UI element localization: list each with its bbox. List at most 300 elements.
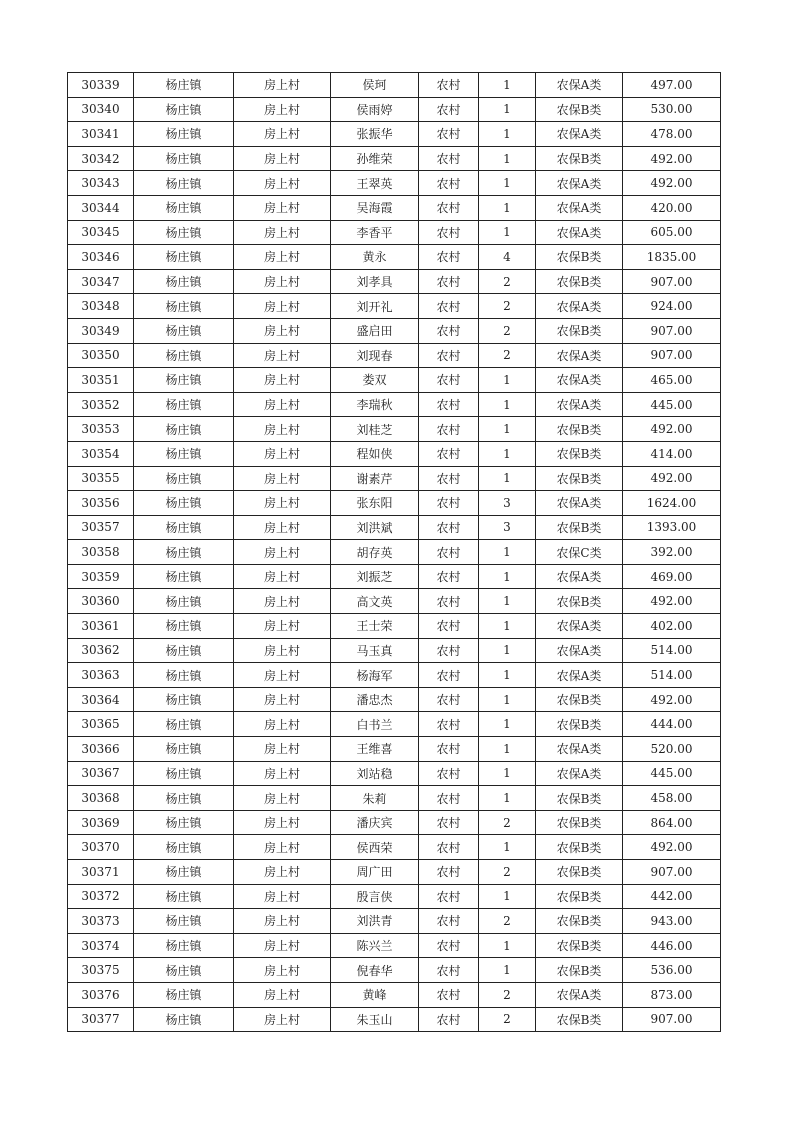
record-id-cell: 30375 [68,958,134,983]
category-cell: 农保B类 [536,933,623,958]
area-type-cell: 农村 [419,737,479,762]
category-cell: 农保C类 [536,540,623,565]
household-size-cell: 1 [479,663,536,688]
record-id-cell: 30367 [68,761,134,786]
amount-cell: 1624.00 [623,491,721,516]
village-cell: 房上村 [234,146,331,171]
town-cell: 杨庄镇 [134,909,234,934]
household-size-cell: 1 [479,97,536,122]
household-size-cell: 1 [479,73,536,98]
record-id-cell: 30357 [68,515,134,540]
amount-cell: 864.00 [623,810,721,835]
town-cell: 杨庄镇 [134,97,234,122]
name-cell: 潘庆宾 [331,810,419,835]
category-cell: 农保B类 [536,884,623,909]
name-cell: 盛启田 [331,318,419,343]
town-cell: 杨庄镇 [134,860,234,885]
name-cell: 刘站稳 [331,761,419,786]
household-size-cell: 1 [479,884,536,909]
town-cell: 杨庄镇 [134,958,234,983]
name-cell: 黄永 [331,245,419,270]
table-row [68,540,721,565]
area-type-cell: 农村 [419,761,479,786]
name-cell: 杨海军 [331,663,419,688]
table-row [68,195,721,220]
village-cell: 房上村 [234,441,331,466]
category-cell: 农保A类 [536,614,623,639]
category-cell: 农保B类 [536,245,623,270]
record-id-cell: 30358 [68,540,134,565]
town-cell: 杨庄镇 [134,220,234,245]
area-type-cell: 农村 [419,245,479,270]
village-cell: 房上村 [234,958,331,983]
table-row [68,97,721,122]
area-type-cell: 农村 [419,909,479,934]
record-id-cell: 30352 [68,392,134,417]
town-cell: 杨庄镇 [134,318,234,343]
name-cell: 陈兴兰 [331,933,419,958]
village-cell: 房上村 [234,909,331,934]
record-id-cell: 30351 [68,368,134,393]
name-cell: 白书兰 [331,712,419,737]
household-size-cell: 4 [479,245,536,270]
name-cell: 刘洪斌 [331,515,419,540]
table-row [68,294,721,319]
amount-cell: 492.00 [623,835,721,860]
household-size-cell: 1 [479,417,536,442]
amount-cell: 907.00 [623,860,721,885]
town-cell: 杨庄镇 [134,146,234,171]
table-row [68,220,721,245]
category-cell: 农保A类 [536,171,623,196]
household-size-cell: 3 [479,515,536,540]
name-cell: 倪春华 [331,958,419,983]
category-cell: 农保B类 [536,1007,623,1032]
category-cell: 农保B类 [536,515,623,540]
table-row [68,737,721,762]
village-cell: 房上村 [234,195,331,220]
table-row [68,614,721,639]
area-type-cell: 农村 [419,441,479,466]
village-cell: 房上村 [234,466,331,491]
household-size-cell: 1 [479,786,536,811]
amount-cell: 444.00 [623,712,721,737]
area-type-cell: 农村 [419,122,479,147]
table-row [68,1007,721,1032]
town-cell: 杨庄镇 [134,171,234,196]
name-cell: 周广田 [331,860,419,885]
area-type-cell: 农村 [419,835,479,860]
household-size-cell: 1 [479,712,536,737]
household-size-cell: 1 [479,171,536,196]
area-type-cell: 农村 [419,1007,479,1032]
record-id-cell: 30359 [68,564,134,589]
table-row [68,786,721,811]
area-type-cell: 农村 [419,614,479,639]
area-type-cell: 农村 [419,343,479,368]
record-id-cell: 30339 [68,73,134,98]
table-row [68,712,721,737]
village-cell: 房上村 [234,663,331,688]
record-id-cell: 30355 [68,466,134,491]
record-id-cell: 30360 [68,589,134,614]
town-cell: 杨庄镇 [134,491,234,516]
category-cell: 农保A类 [536,982,623,1007]
village-cell: 房上村 [234,712,331,737]
area-type-cell: 农村 [419,958,479,983]
amount-cell: 907.00 [623,343,721,368]
area-type-cell: 农村 [419,491,479,516]
amount-cell: 1393.00 [623,515,721,540]
category-cell: 农保A类 [536,368,623,393]
village-cell: 房上村 [234,245,331,270]
name-cell: 马玉真 [331,638,419,663]
table-row [68,835,721,860]
amount-cell: 492.00 [623,146,721,171]
area-type-cell: 农村 [419,810,479,835]
town-cell: 杨庄镇 [134,884,234,909]
name-cell: 刘振芝 [331,564,419,589]
record-id-cell: 30348 [68,294,134,319]
category-cell: 农保A类 [536,195,623,220]
category-cell: 农保A类 [536,638,623,663]
household-size-cell: 1 [479,466,536,491]
town-cell: 杨庄镇 [134,761,234,786]
amount-cell: 520.00 [623,737,721,762]
record-id-cell: 30347 [68,269,134,294]
record-id-cell: 30344 [68,195,134,220]
category-cell: 农保A类 [536,122,623,147]
category-cell: 农保A类 [536,220,623,245]
village-cell: 房上村 [234,614,331,639]
village-cell: 房上村 [234,318,331,343]
area-type-cell: 农村 [419,195,479,220]
amount-cell: 446.00 [623,933,721,958]
name-cell: 李瑞秋 [331,392,419,417]
category-cell: 农保B类 [536,786,623,811]
record-id-cell: 30366 [68,737,134,762]
area-type-cell: 农村 [419,269,479,294]
amount-cell: 943.00 [623,909,721,934]
household-size-cell: 1 [479,122,536,147]
village-cell: 房上村 [234,73,331,98]
amount-cell: 1835.00 [623,245,721,270]
village-cell: 房上村 [234,589,331,614]
village-cell: 房上村 [234,97,331,122]
record-id-cell: 30373 [68,909,134,934]
name-cell: 高文英 [331,589,419,614]
area-type-cell: 农村 [419,417,479,442]
town-cell: 杨庄镇 [134,614,234,639]
town-cell: 杨庄镇 [134,368,234,393]
area-type-cell: 农村 [419,392,479,417]
amount-cell: 442.00 [623,884,721,909]
village-cell: 房上村 [234,933,331,958]
name-cell: 娄双 [331,368,419,393]
record-id-cell: 30343 [68,171,134,196]
record-id-cell: 30341 [68,122,134,147]
table-row [68,589,721,614]
name-cell: 刘现春 [331,343,419,368]
household-size-cell: 2 [479,982,536,1007]
name-cell: 潘忠杰 [331,687,419,712]
household-size-cell: 1 [479,146,536,171]
name-cell: 孙维荣 [331,146,419,171]
town-cell: 杨庄镇 [134,122,234,147]
amount-cell: 605.00 [623,220,721,245]
area-type-cell: 农村 [419,860,479,885]
household-size-cell: 1 [479,835,536,860]
table-row [68,368,721,393]
village-cell: 房上村 [234,564,331,589]
town-cell: 杨庄镇 [134,1007,234,1032]
amount-cell: 492.00 [623,171,721,196]
category-cell: 农保B类 [536,712,623,737]
name-cell: 王维喜 [331,737,419,762]
village-cell: 房上村 [234,761,331,786]
amount-cell: 514.00 [623,663,721,688]
town-cell: 杨庄镇 [134,564,234,589]
amount-cell: 392.00 [623,540,721,565]
amount-cell: 530.00 [623,97,721,122]
household-size-cell: 2 [479,1007,536,1032]
record-id-cell: 30356 [68,491,134,516]
town-cell: 杨庄镇 [134,663,234,688]
town-cell: 杨庄镇 [134,269,234,294]
household-size-cell: 2 [479,343,536,368]
town-cell: 杨庄镇 [134,982,234,1007]
town-cell: 杨庄镇 [134,417,234,442]
household-size-cell: 1 [479,761,536,786]
name-cell: 王翠英 [331,171,419,196]
town-cell: 杨庄镇 [134,515,234,540]
category-cell: 农保B类 [536,589,623,614]
category-cell: 农保B类 [536,146,623,171]
table-row [68,909,721,934]
area-type-cell: 农村 [419,466,479,491]
household-size-cell: 1 [479,638,536,663]
table-row [68,687,721,712]
household-size-cell: 2 [479,294,536,319]
category-cell: 农保B类 [536,909,623,934]
amount-cell: 873.00 [623,982,721,1007]
category-cell: 农保A类 [536,343,623,368]
area-type-cell: 农村 [419,638,479,663]
name-cell: 刘洪青 [331,909,419,934]
table-row [68,343,721,368]
amount-cell: 458.00 [623,786,721,811]
record-id-cell: 30370 [68,835,134,860]
area-type-cell: 农村 [419,589,479,614]
name-cell: 朱莉 [331,786,419,811]
household-size-cell: 1 [479,933,536,958]
record-id-cell: 30365 [68,712,134,737]
record-id-cell: 30353 [68,417,134,442]
village-cell: 房上村 [234,343,331,368]
town-cell: 杨庄镇 [134,737,234,762]
name-cell: 殷言侠 [331,884,419,909]
name-cell: 李香平 [331,220,419,245]
category-cell: 农保B类 [536,687,623,712]
household-size-cell: 2 [479,810,536,835]
category-cell: 农保B类 [536,958,623,983]
area-type-cell: 农村 [419,146,479,171]
table-row [68,245,721,270]
amount-cell: 478.00 [623,122,721,147]
area-type-cell: 农村 [419,564,479,589]
household-size-cell: 1 [479,564,536,589]
village-cell: 房上村 [234,515,331,540]
amount-cell: 924.00 [623,294,721,319]
village-cell: 房上村 [234,860,331,885]
name-cell: 刘桂芝 [331,417,419,442]
amount-cell: 445.00 [623,761,721,786]
table-row [68,171,721,196]
name-cell: 张振华 [331,122,419,147]
household-size-cell: 2 [479,909,536,934]
record-id-cell: 30368 [68,786,134,811]
amount-cell: 907.00 [623,318,721,343]
category-cell: 农保B类 [536,810,623,835]
village-cell: 房上村 [234,269,331,294]
village-cell: 房上村 [234,171,331,196]
amount-cell: 445.00 [623,392,721,417]
record-id-cell: 30371 [68,860,134,885]
household-size-cell: 1 [479,368,536,393]
household-size-cell: 1 [479,220,536,245]
area-type-cell: 农村 [419,171,479,196]
category-cell: 农保B类 [536,860,623,885]
table-row [68,318,721,343]
town-cell: 杨庄镇 [134,540,234,565]
amount-cell: 492.00 [623,687,721,712]
record-id-cell: 30377 [68,1007,134,1032]
table-row [68,269,721,294]
village-cell: 房上村 [234,417,331,442]
household-size-cell: 1 [479,614,536,639]
category-cell: 农保A类 [536,761,623,786]
household-size-cell: 1 [479,195,536,220]
category-cell: 农保A类 [536,737,623,762]
name-cell: 程如侠 [331,441,419,466]
village-cell: 房上村 [234,122,331,147]
village-cell: 房上村 [234,220,331,245]
amount-cell: 414.00 [623,441,721,466]
household-size-cell: 1 [479,958,536,983]
category-cell: 农保B类 [536,417,623,442]
town-cell: 杨庄镇 [134,343,234,368]
name-cell: 侯西荣 [331,835,419,860]
name-cell: 吴海霞 [331,195,419,220]
household-size-cell: 2 [479,318,536,343]
category-cell: 农保B类 [536,835,623,860]
record-id-cell: 30345 [68,220,134,245]
area-type-cell: 农村 [419,515,479,540]
name-cell: 胡存英 [331,540,419,565]
table-row [68,638,721,663]
name-cell: 侯雨婷 [331,97,419,122]
category-cell: 农保A类 [536,663,623,688]
area-type-cell: 农村 [419,294,479,319]
category-cell: 农保B类 [536,269,623,294]
table-row [68,441,721,466]
amount-cell: 907.00 [623,269,721,294]
village-cell: 房上村 [234,687,331,712]
record-id-cell: 30350 [68,343,134,368]
name-cell: 王士荣 [331,614,419,639]
area-type-cell: 农村 [419,73,479,98]
village-cell: 房上村 [234,1007,331,1032]
category-cell: 农保A类 [536,73,623,98]
area-type-cell: 农村 [419,540,479,565]
table-row [68,491,721,516]
table-row [68,392,721,417]
area-type-cell: 农村 [419,663,479,688]
amount-cell: 907.00 [623,1007,721,1032]
town-cell: 杨庄镇 [134,392,234,417]
category-cell: 农保B类 [536,97,623,122]
area-type-cell: 农村 [419,933,479,958]
record-id-cell: 30342 [68,146,134,171]
amount-cell: 497.00 [623,73,721,98]
town-cell: 杨庄镇 [134,712,234,737]
village-cell: 房上村 [234,368,331,393]
table-row [68,663,721,688]
village-cell: 房上村 [234,737,331,762]
name-cell: 黄峰 [331,982,419,1007]
amount-cell: 469.00 [623,564,721,589]
amount-cell: 492.00 [623,466,721,491]
data-table [67,72,721,1032]
amount-cell: 536.00 [623,958,721,983]
table-row [68,466,721,491]
record-id-cell: 30361 [68,614,134,639]
table-row [68,417,721,442]
area-type-cell: 农村 [419,884,479,909]
record-id-cell: 30374 [68,933,134,958]
household-size-cell: 1 [479,540,536,565]
table-row [68,933,721,958]
town-cell: 杨庄镇 [134,687,234,712]
table-row [68,761,721,786]
category-cell: 农保B类 [536,318,623,343]
table-row [68,860,721,885]
village-cell: 房上村 [234,835,331,860]
village-cell: 房上村 [234,540,331,565]
town-cell: 杨庄镇 [134,294,234,319]
category-cell: 农保B类 [536,441,623,466]
area-type-cell: 农村 [419,712,479,737]
table-row [68,982,721,1007]
area-type-cell: 农村 [419,786,479,811]
name-cell: 张东阳 [331,491,419,516]
village-cell: 房上村 [234,294,331,319]
household-size-cell: 1 [479,589,536,614]
area-type-cell: 农村 [419,368,479,393]
village-cell: 房上村 [234,786,331,811]
record-id-cell: 30349 [68,318,134,343]
category-cell: 农保B类 [536,466,623,491]
household-size-cell: 1 [479,687,536,712]
amount-cell: 492.00 [623,589,721,614]
amount-cell: 465.00 [623,368,721,393]
table-row [68,958,721,983]
town-cell: 杨庄镇 [134,195,234,220]
area-type-cell: 农村 [419,220,479,245]
household-size-cell: 2 [479,269,536,294]
town-cell: 杨庄镇 [134,245,234,270]
record-id-cell: 30354 [68,441,134,466]
